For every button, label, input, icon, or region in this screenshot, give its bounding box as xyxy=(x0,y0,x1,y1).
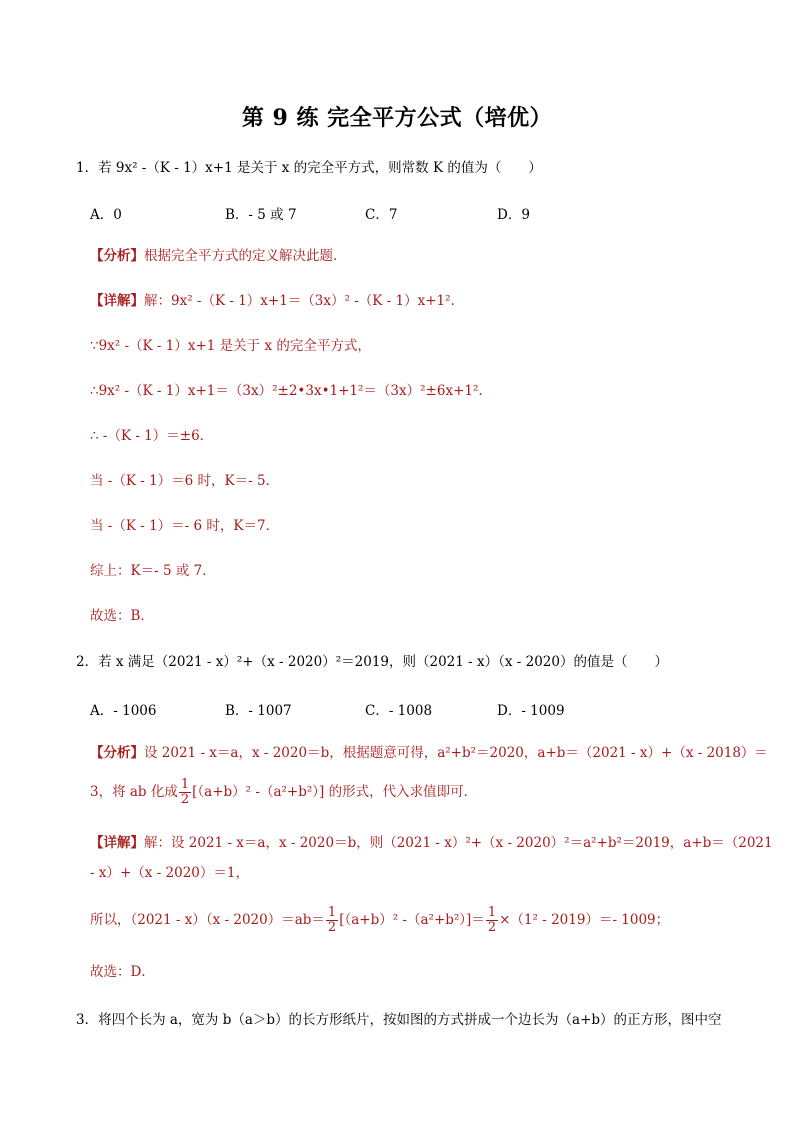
page-title: 第 9 练 完全平方公式（培优） xyxy=(241,105,553,131)
detail-text: 解：设 2021 - x＝a，x - 2020＝b，则（2021 - x）²+（x - 2020）²＝a²+b²＝2019，a+b＝（2021 xyxy=(144,835,773,851)
one-half-fraction xyxy=(179,778,191,807)
detail-text-c: ×（1² - 2019）＝- 1009； xyxy=(499,912,670,928)
q2-detail-line-1 xyxy=(90,833,773,853)
q2-detail-line-3 xyxy=(90,906,669,935)
analysis-text: 设 2021 - x＝a，x - 2020＝b，根据题意可得，a²+b²＝2020，a+b＝（2021 - x）+（x - 2018）＝ xyxy=(144,745,768,761)
fraction-denominator: 2 xyxy=(327,920,337,935)
q2-option-d: D．- 1009 xyxy=(497,703,565,719)
fraction-numerator: 1 xyxy=(327,905,337,920)
detail-text-a: 所以，（2021 - x）（x - 2020）＝ab＝ xyxy=(90,912,325,928)
q1-detail-line-2: ∵9x² -（K - 1）x+1 是关于 x 的完全平方式， xyxy=(90,338,371,354)
question-2-stem: 2．若 x 满足（2021 - x）²+（x - 2020）²＝2019，则（2021 - x）（x - 2020）的值是（ ） xyxy=(76,654,668,670)
fraction-denominator: 2 xyxy=(487,920,497,935)
q1-option-b: B．- 5 或 7 xyxy=(225,207,297,223)
fraction-numerator: 1 xyxy=(180,777,190,792)
q1-option-c: C．7 xyxy=(365,207,398,223)
question-1-stem: 1．若 9x² -（K - 1）x+1 是关于 x 的完全平方式，则常数 K 的值为（ ） xyxy=(76,160,542,176)
q1-detail-line-1 xyxy=(90,291,455,311)
q2-option-c: C．- 1008 xyxy=(365,703,433,719)
q2-detail-line-2: - x）+（x - 2020）＝1， xyxy=(90,865,249,881)
fraction-denominator: 2 xyxy=(180,792,190,807)
q1-analysis xyxy=(90,246,347,266)
q2-analysis-line-1 xyxy=(90,743,768,763)
q2-option-a: A．- 1006 xyxy=(90,703,157,719)
q2-answer: 故选：D． xyxy=(90,964,155,980)
detail-tag: 【详解】 xyxy=(90,835,144,851)
fraction-numerator: 1 xyxy=(487,905,497,920)
q2-option-b: B．- 1007 xyxy=(225,703,292,719)
question-3-stem: 3．将四个长为 a，宽为 b（a＞b）的长方形纸片，按如图的方式拼成一个边长为（a+b）的正方形，图中空 xyxy=(76,1012,722,1028)
detail-tag: 【详解】 xyxy=(90,293,144,309)
q1-option-d: D．9 xyxy=(497,207,530,223)
detail-text-b: [（a+b）² -（a²+b²）]＝ xyxy=(339,912,485,928)
q2-analysis-line-2 xyxy=(90,778,477,807)
detail-text: 解：9x² -（K - 1）x+1＝（3x）² -（K - 1）x+1². xyxy=(144,293,455,309)
analysis-text: 根据完全平方式的定义解决此题． xyxy=(144,248,347,264)
q1-detail-line-6: 当 -（K - 1）＝- 6 时，K＝7． xyxy=(90,518,280,534)
q1-detail-line-7: 综上：K＝- 5 或 7． xyxy=(90,563,216,579)
one-half-fraction xyxy=(326,906,338,935)
q1-detail-line-5: 当 -（K - 1）＝6 时，K＝- 5． xyxy=(90,473,280,489)
q1-answer: 故选：B． xyxy=(90,608,154,624)
analysis-tag: 【分析】 xyxy=(90,248,144,264)
q1-option-a: A．0 xyxy=(90,207,122,223)
analysis-text-a: 3，将 ab 化成 xyxy=(90,784,178,800)
q1-detail-line-3: ∴9x² -（K - 1）x+1＝（3x）²±2•3x•1+1²＝（3x）²±6x+1². xyxy=(90,383,483,399)
one-half-fraction xyxy=(486,906,498,935)
analysis-tag: 【分析】 xyxy=(90,745,144,761)
q1-detail-line-4: ∴ -（K - 1）＝±6． xyxy=(90,428,214,444)
analysis-text-b: [（a+b）² -（a²+b²）] 的形式，代入求值即可． xyxy=(192,784,478,800)
